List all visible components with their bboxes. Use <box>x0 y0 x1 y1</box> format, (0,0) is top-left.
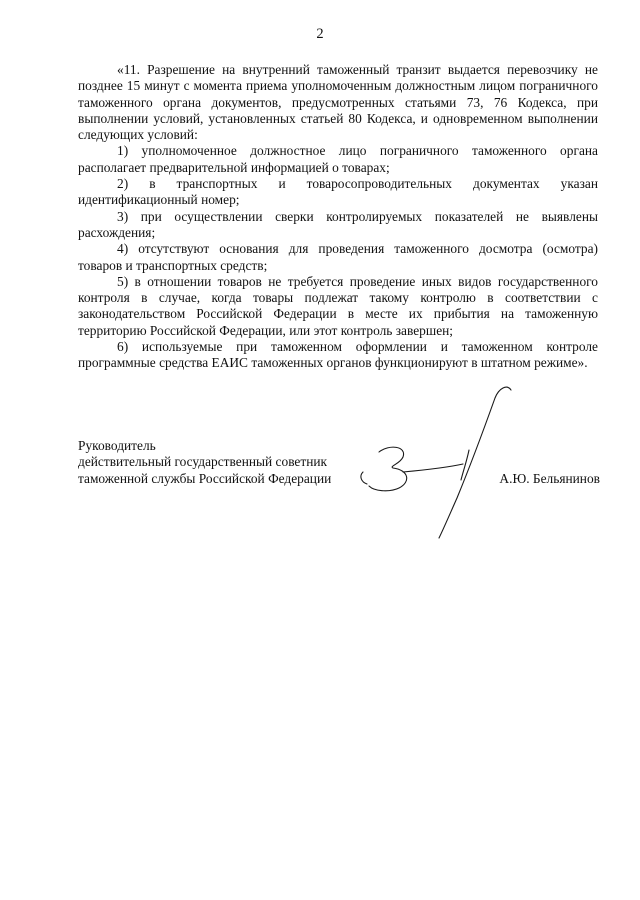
handwritten-signature <box>345 380 535 540</box>
signer-title-line: таможенной службы Российской Федерации <box>78 470 332 486</box>
paragraph-condition-4: 4) отсутствуют основания для проведения таможенного досмотра (осмотра) товаров и транспортных средств; <box>78 241 598 273</box>
paragraph-condition-6: 6) используемые при таможенном оформлении и таможенном контроле программные средства ЕАИС таможенных органов функционируют в штатном режиме». <box>78 339 598 371</box>
signer-title <box>78 438 331 487</box>
document-body <box>78 62 598 372</box>
paragraph-condition-1: 1) уполномоченное должностное лицо пограничного таможенного органа располагает предварительной информацией о товарах; <box>78 143 598 175</box>
paragraph-condition-3: 3) при осуществлении сверки контролируемых показателей не выявлены расхождения; <box>78 208 598 240</box>
signer-title-line: Руководитель <box>78 438 156 453</box>
paragraph-clause-11: «11. Разрешение на внутренний таможенный транзит выдается перевозчику не позднее 15 минут с момента приема уполномоченным должностным лицом пограничного таможенного органа документов, предусмотренных статьями 73, 76 Кодекса, при выполнении условий, установленных статьей 80 Кодекса, и одновременном выполнении следующих условий: <box>78 62 598 143</box>
signer-title-line: действительный государственный советник <box>78 454 328 470</box>
paragraph-condition-5: 5) в отношении товаров не требуется проведение иных видов государственного контроля в случае, когда товары подлежат такому контролю в соответствии с законодательством Российской Федерации в месте их прибытия на таможенную территорию Российской Федерации, или этот контроль завершен; <box>78 273 598 338</box>
signer-name: А.Ю. Бельянинов <box>499 471 600 486</box>
paragraph-condition-2: 2) в транспортных и товаросопроводительных документах указан идентификационный номер; <box>78 176 598 208</box>
page-number: 2 <box>316 26 324 42</box>
